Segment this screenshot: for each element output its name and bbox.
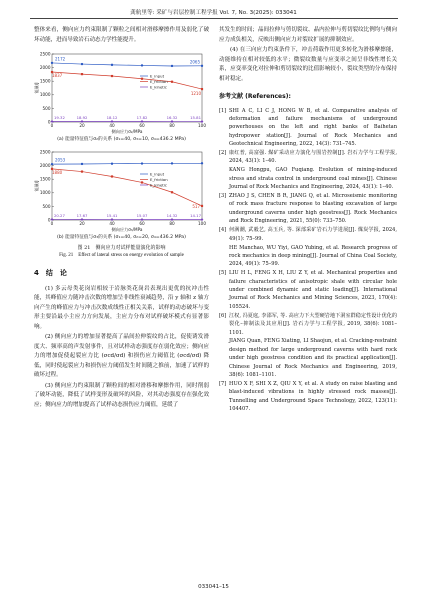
x-tick-label: 0 <box>50 221 54 226</box>
data-point <box>51 163 53 165</box>
legend-label: E_kinetic <box>150 84 167 90</box>
data-point <box>111 175 113 177</box>
reference-number: [4] <box>219 227 227 234</box>
y-tick-label: 1000 <box>39 190 51 196</box>
reference-item <box>219 149 397 166</box>
series-line <box>52 72 202 89</box>
reference-number <box>219 166 229 191</box>
value-label: 20.27 <box>54 212 65 218</box>
value-label: 14.32 <box>166 213 178 219</box>
series-line <box>52 163 202 164</box>
chart-a-svg <box>34 48 209 136</box>
conclusion-2: (2) 侧向应力的增加显著提高了晶间拉伸裂纹的占比，促使诱发滑度大、频率高的声发射事件，且对试样动态强度存在弱化效应；侧向应力的增加促使起裂应力比 (σcd/σd) 和损伤应力阈值比 (σcd/σd) 降低，同时使起裂应力和损伤应力阈值发生时间随之推前，加速了试样的破坏过程。 <box>34 334 209 378</box>
reference-number: [7] <box>219 381 227 387</box>
legend-label: E_input <box>150 171 165 177</box>
value-label: 14.17 <box>190 213 201 219</box>
value-label: 2053 <box>55 157 66 163</box>
value-label: 1880 <box>52 169 63 175</box>
data-point <box>141 78 143 80</box>
right-column <box>219 26 397 414</box>
running-header: 龚航里等: 采矿与岩层控制工程学报 Vol. 7, No. 3(2025): 033041 <box>130 10 297 16</box>
chart-a-caption: (a) 能量特征值与σ₂的关系 (σ₁=40, σ₃=10, σ₄=436.2 MPa) <box>57 137 186 142</box>
data-point <box>171 162 173 164</box>
reference-number: [6] <box>219 312 227 319</box>
value-label: 15.41 <box>106 213 118 219</box>
reference-text: KANG Hongpu, GAO Fuqiang. Evolution of mining-induced stress and strata control in underground coal mines[J]. Chinese Journal of Rock Mechanics and Engineering, 2024, 43(1): 1–40. <box>229 167 397 191</box>
data-point <box>81 163 83 165</box>
reference-number: [1] <box>219 107 227 114</box>
intro-paragraph: 整体来看，侧向应力约束限制了颗粒之间相对滑移摩擦作用及弱化了破坏动能，进而导致岩石动态力学性能提升。 <box>34 27 209 43</box>
data-point <box>171 81 173 83</box>
data-point <box>141 64 143 66</box>
value-label: 18.92 <box>76 114 88 120</box>
data-point <box>81 73 83 75</box>
series-line <box>52 169 202 206</box>
reference-text: LIU H L, FENG X H, LIU Z Y, et al. Mechanical properties and failure characteristics of anisotropic shale with circular hole under combined dynamic and static loading[J]. International Journal of Rock Mechanics and Mining Sciences, 2023, 170(4): 105524. <box>229 270 397 310</box>
value-label: 15.81 <box>190 115 201 121</box>
value-label: 16.32 <box>166 115 178 121</box>
reference-number: [3] <box>219 193 227 200</box>
y-tick-label: 0 <box>47 119 51 125</box>
value-label: 17.67 <box>76 213 88 219</box>
x-tick-label: 80 <box>169 123 175 128</box>
value-label: 19.32 <box>54 114 65 120</box>
reference-text: HUO X F, SHI X Z, QIU X Y, et al. A study on raise blasting and blast-induced vibrations in highly stressed rock masses[J]. Tunnelling and Underground Space Technology, 2022, 123(11): 104407. <box>229 381 397 413</box>
chart-a <box>34 48 209 136</box>
value-label: 1837 <box>52 73 63 79</box>
y-tick-label: 2500 <box>39 51 51 57</box>
x-axis-label: 侧向应力σ₃/MPa <box>111 227 143 232</box>
x-tick-label: 100 <box>198 221 206 226</box>
references-title: 参考文献 (References): <box>219 93 291 100</box>
x-tick-label: 80 <box>169 221 175 226</box>
value-label: 517 <box>192 203 200 209</box>
reference-item <box>219 166 397 191</box>
reference-text: 何满潮, 武毅艺, 高玉兵, 等. 深部采矿岩石力学进展[J]. 煤炭学报, 2024, 49(1): 75–99. <box>229 227 397 242</box>
x-tick-label: 40 <box>109 221 115 226</box>
y-tick-label: 1000 <box>39 92 51 98</box>
reference-text: 江权, 冯夏庭, 李邵军, 等. 高应力下大型硬岩地下洞室群稳定性设计优化的裂化–抑制法及其应用[J]. 岩石力学与工程学报, 2019, 38(6): 1081–1101. <box>229 312 397 336</box>
reference-item <box>219 107 397 149</box>
plot-frame <box>52 54 202 122</box>
x-tick-label: 100 <box>198 123 206 128</box>
continuation-paragraph: 其发生的时间；晶间拉伸与剪切裂纹、晶内拉伸与剪切裂纹比例均与侧向应力成负相关，反映出侧向应力对裂纹扩展的抑制效应。 <box>219 27 397 43</box>
reference-text: 康红普, 高富强. 煤矿采动应力演化与围岩控制[J]. 岩石力学与工程学报, 2024, 43(1): 1–40. <box>229 150 397 165</box>
figure-caption-cn: 图 21 侧向应力对试样能量演化的影响 <box>77 245 166 251</box>
data-point <box>201 88 203 90</box>
reference-text: HE Manchao, WU Yiyi, GAO Yubing, et al. Research progress of rock mechanics in deep mining[J]. Journal of China Coal Society, 2024, 49(1): 75–99. <box>229 244 397 268</box>
reference-text: SHI A C, LI C J, HONG W B, et al. Comparative analysis of deformation and failure mechanisms of underground powerhouses on the left and right banks of Baihetan hydropower station[J]. Journal of Rock Mechanics and Geotechnical Engineering, 2022, 14(3): 731–745. <box>229 107 397 148</box>
reference-number <box>219 244 229 269</box>
conclusion-4: (4) 在三向应力约束条件下，冲击荷载作用更多转化为滑移摩擦能，动能维持在相对较低的水平；微裂纹数量与应变率之间呈非线性增长关系，应变率变化对拉伸和剪切裂纹的比值影响较小，裂纹类型的分布保持相对稳定。 <box>219 47 397 82</box>
value-label: 2065 <box>189 59 200 65</box>
data-point <box>141 162 143 164</box>
value-label: 15.07 <box>136 213 148 219</box>
y-axis-label: 能量/J <box>34 82 39 94</box>
chart-b <box>34 146 209 234</box>
reference-list <box>219 107 397 414</box>
reference-item <box>219 312 397 337</box>
y-tick-label: 1500 <box>39 78 51 84</box>
y-tick-label: 2000 <box>39 65 51 70</box>
data-point <box>141 181 143 183</box>
reference-text: JIANG Quan, FENG Xiating, LI Shaojun, et al. Cracking-restraint design method for large underground caverns with hard rock under high geostress condition and its practical application[J]. Chinese Journal of Rock Mechanics and Engineering, 2019, 38(6): 1081–1101. <box>229 338 397 379</box>
x-tick-label: 60 <box>139 221 145 226</box>
reference-item <box>219 244 397 269</box>
data-point <box>201 65 203 67</box>
y-tick-label: 500 <box>42 105 51 111</box>
reference-item <box>219 192 397 226</box>
y-axis-label: 能量/J <box>34 180 39 192</box>
data-point <box>81 63 83 65</box>
y-tick-label: 2000 <box>39 163 51 168</box>
series-line <box>52 63 202 66</box>
header-rule <box>30 18 398 19</box>
value-label: 17.82 <box>136 115 148 121</box>
data-point <box>171 191 173 193</box>
data-point <box>171 65 173 67</box>
reference-item <box>219 337 397 379</box>
figure-caption-en: Fig. 21 Effect of lateral stress on energy evolution of sample <box>59 253 184 258</box>
reference-number <box>219 337 229 379</box>
data-point <box>111 162 113 164</box>
data-point <box>81 170 83 172</box>
y-tick-label: 0 <box>47 217 51 223</box>
x-tick-label: 0 <box>50 123 54 128</box>
left-column <box>34 26 209 411</box>
value-label: 18.12 <box>106 115 118 121</box>
chart-b-caption: (b) 能量特征值与σ₃的关系 (σ₁=40, σ₂=20, σ₄=436.2 MPa) <box>57 235 186 240</box>
data-point <box>51 62 53 64</box>
legend-label: E_input <box>150 73 165 79</box>
chart-b-svg <box>34 146 209 234</box>
reference-number: [5] <box>219 270 227 277</box>
reference-item <box>219 380 397 414</box>
data-point <box>201 162 203 164</box>
conclusion-1: (1) 多云母类花岗岩相较于岩脉类花岗岩表现出更优的抗冲击性能，其峰值应力随冲击次数的增加呈非线性衰减趋势，沿 y 轴和 z 轴方向产生的峰值应力与冲击次数成线性正相关关系，试样的动态破坏与变形主要沿最小主应力方向发展，主应力分布对试样破坏模式有显著影响。 <box>34 285 209 330</box>
legend-label: E_friction <box>150 176 168 182</box>
page-number: 033041–15 <box>198 584 229 590</box>
legend-label: E_kinetic <box>150 182 167 188</box>
reference-item <box>219 226 397 243</box>
legend-label: E_friction <box>150 78 168 84</box>
x-axis-label: 侧向应力σ₂/MPa <box>111 129 143 134</box>
x-tick-label: 20 <box>79 123 85 128</box>
x-tick-label: 60 <box>139 123 145 128</box>
value-label: 1210 <box>190 91 201 97</box>
x-tick-label: 40 <box>109 123 115 128</box>
y-tick-label: 1500 <box>39 176 51 182</box>
reference-text: ZHAO J S, CHEN B R, JIANG Q, et al. Microseismic monitoring of rock mass fracture response to blasting excavation of large underground caverns under high geostress[J]. Rock Mechanics and Rock Engineering, 2021, 55(0): 733–750. <box>229 193 397 225</box>
data-point <box>111 75 113 77</box>
reference-item <box>219 269 397 311</box>
section-title: 4 结 论 <box>34 269 67 277</box>
plot-frame <box>52 152 202 220</box>
data-point <box>201 205 203 207</box>
reference-number: [2] <box>219 150 227 157</box>
value-label: 2172 <box>55 56 66 62</box>
data-point <box>111 64 113 66</box>
conclusion-3: (3) 侧向应力约束限制了颗粒间的相对滑移和摩擦作用，同时削弱了破坏动能，降低了试样变形及破坏的风险，对其动态强度存在强化效应；侧向应力的增加提高了试样动态损伤应力阈值，延缓了 <box>34 382 209 408</box>
x-tick-label: 20 <box>79 221 85 226</box>
y-tick-label: 2500 <box>39 149 51 155</box>
y-tick-label: 500 <box>42 203 51 209</box>
